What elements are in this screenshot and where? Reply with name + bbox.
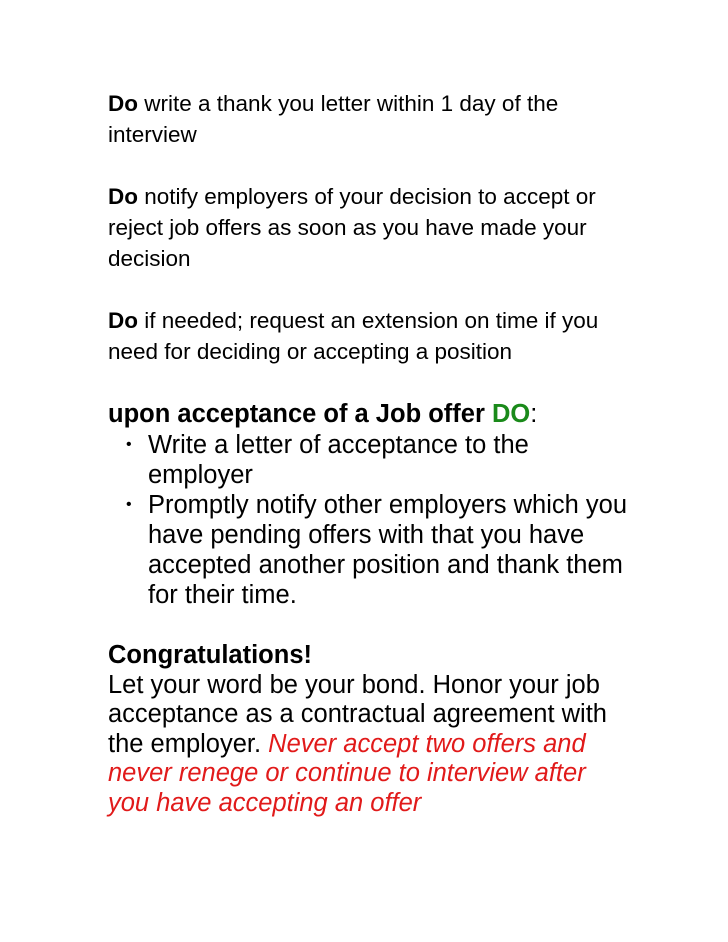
tip-lead: Do — [108, 184, 138, 209]
tip-paragraph-2 — [108, 181, 628, 274]
acceptance-heading — [108, 398, 628, 430]
bullet-icon: • — [126, 496, 132, 513]
tip-paragraph-3 — [108, 305, 628, 367]
acceptance-list — [108, 430, 628, 610]
tip-lead: Do — [108, 308, 138, 333]
tip-text: notify employers of your decision to accept or reject job offers as soon as you have made your decision — [108, 184, 596, 271]
closing-paragraph — [108, 641, 628, 818]
list-item — [108, 430, 628, 490]
closing-body: Let your word be your bond. Honor your job acceptance as a contractual agreement with the employer. — [108, 670, 607, 758]
document-page — [108, 88, 628, 818]
tip-text: write a thank you letter within 1 day of the interview — [108, 91, 559, 147]
list-item — [108, 490, 628, 610]
acceptance-do-word: DO — [491, 400, 531, 428]
bullet-icon: • — [126, 436, 132, 453]
list-item-text: Write a letter of acceptance to the employer — [148, 431, 529, 489]
closing-warning: Never accept two offers and never renege or continue to interview after you have accepting an offer — [108, 729, 586, 817]
tip-text: if needed; request an extension on time if you need for deciding or accepting a position — [108, 308, 599, 364]
acceptance-colon: : — [530, 400, 538, 428]
tip-paragraph-1 — [108, 88, 628, 150]
list-item-text: Promptly notify other employers which you have pending offers with that you have accepted another position and thank them for their time. — [148, 491, 628, 609]
tip-lead: Do — [108, 91, 138, 116]
congratulations-heading: Congratulations! — [108, 641, 312, 669]
acceptance-heading-text: upon acceptance of a Job offer — [108, 400, 492, 428]
